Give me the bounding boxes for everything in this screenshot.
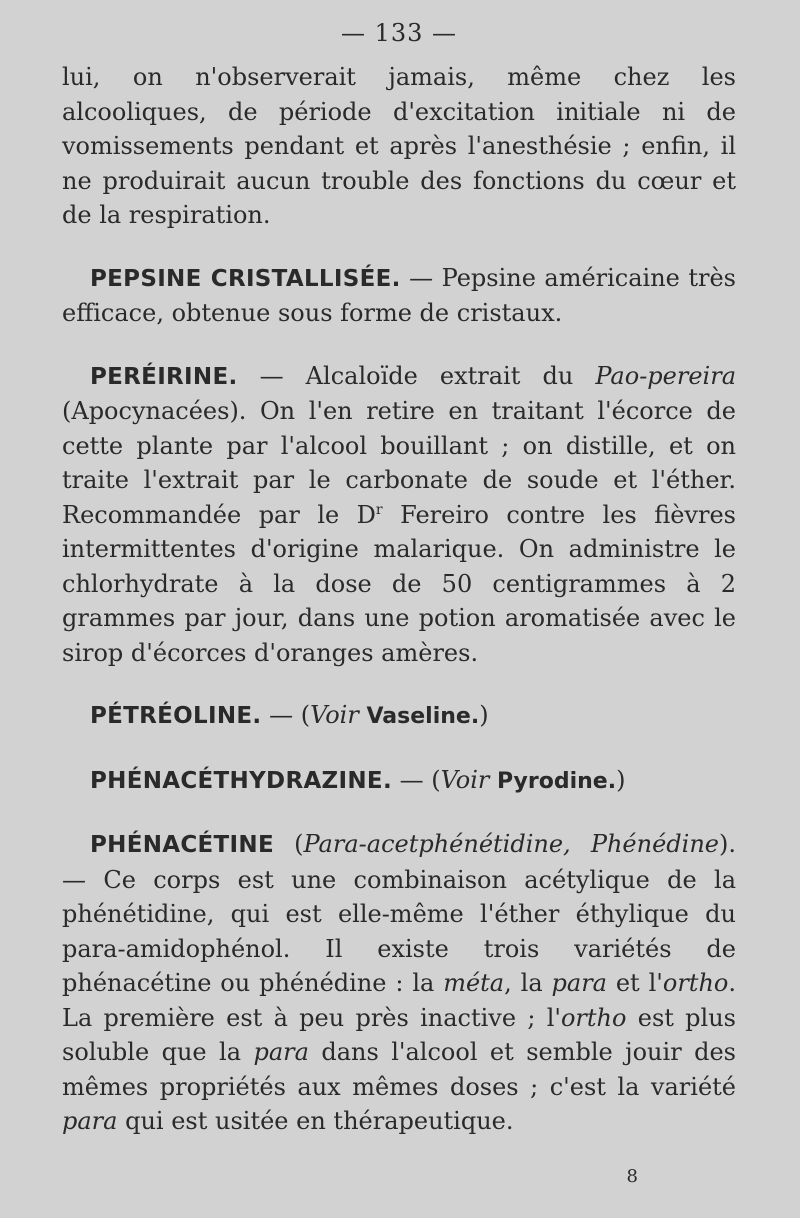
entry-italic-term: para bbox=[551, 969, 607, 997]
entry-pereirine bbox=[62, 359, 736, 671]
entry-italic-term: Pao-pereira bbox=[595, 361, 736, 390]
intro-text: lui, on n'observerait jamais, même chez les alcooliques, de période d'excitation initiale ni de vomissements pendant et après l'anesthésie ; enfin, il ne produirait aucun trouble des fonctions du cœur et de la respiration. bbox=[62, 63, 736, 229]
cross-reference-voir: Voir bbox=[440, 765, 490, 794]
entry-italic-term: Para-acetphénétidine, Phénédine bbox=[303, 830, 719, 858]
entry-body: — Alcaloïde extrait du bbox=[237, 361, 596, 390]
entry-italic-term: ortho bbox=[560, 1003, 627, 1032]
entry-close: ) bbox=[616, 765, 626, 794]
entry-phenacethydrazine bbox=[62, 763, 736, 800]
entry-phenacetine bbox=[62, 827, 736, 1139]
entry-italic-term: méta bbox=[443, 969, 505, 997]
entry-italic-term: para bbox=[253, 1038, 309, 1066]
entry-dash: — ( bbox=[392, 765, 441, 794]
entry-body: (Apocynacées). On l'en retire en traitant l'écorce de cette plante par l'alcool bouillant ; on distille, et on traite l'extrait par le carbonate de soude et l'éther. Recommandée par le D bbox=[62, 397, 736, 529]
entry-pepsine bbox=[62, 261, 736, 331]
entry-heading: PHÉNACÉTHYDRAZINE. bbox=[90, 767, 392, 794]
entry-body: — Pepsine américaine très efficace, obtenue sous forme de cristaux. bbox=[62, 263, 736, 327]
entry-body: Fereiro contre les fièvres intermittentes d'origine malarique. On administre le chlorhydrate à la dose de 50 centigrammes à 2 grammes par jour, dans une potion aromatisée avec le sirop d'écorces d'oranges amères. bbox=[62, 500, 736, 667]
entry-body: dans l'alcool et semble jouir des mêmes propriétés aux mêmes doses ; c'est la variété bbox=[62, 1038, 736, 1101]
cross-reference-voir: Voir bbox=[310, 701, 359, 729]
entry-body: , la bbox=[504, 969, 552, 997]
signature-mark: 8 bbox=[626, 1166, 638, 1187]
entry-heading: PEPSINE CRISTALLISÉE. bbox=[90, 265, 401, 292]
entry-close: ) bbox=[479, 701, 489, 729]
entry-body: ). — Ce corps est une combinaison acétylique de la phénétidine, qui est elle-même l'éther éthylique du para-amidophénol. Il existe trois variétés de phénacétine ou phénédine : la bbox=[62, 830, 736, 997]
entry-dash: — ( bbox=[261, 701, 311, 729]
entry-body: et l' bbox=[606, 969, 663, 997]
entry-body: qui est usitée en thérapeutique. bbox=[117, 1107, 514, 1135]
page-number: — 133 — bbox=[340, 19, 458, 47]
entry-italic-term: ortho bbox=[662, 969, 729, 997]
entry-body: . La première est à peu près inactive ; l' bbox=[62, 969, 736, 1032]
entry-heading: PÉTRÉOLINE. bbox=[90, 703, 262, 729]
entry-body: ( bbox=[273, 830, 304, 858]
entry-petreoline bbox=[62, 698, 736, 735]
superscript: r bbox=[375, 501, 383, 518]
entry-heading: PHÉNACÉTINE bbox=[90, 832, 274, 858]
cross-reference-target: Pyrodine. bbox=[489, 768, 617, 794]
entry-italic-term: para bbox=[62, 1107, 118, 1135]
cross-reference-target: Vaseline. bbox=[358, 704, 480, 729]
intro-paragraph bbox=[62, 60, 736, 233]
entry-heading: PERÉIRINE. bbox=[90, 363, 238, 390]
entry-body: est plus soluble que la bbox=[62, 1003, 736, 1066]
